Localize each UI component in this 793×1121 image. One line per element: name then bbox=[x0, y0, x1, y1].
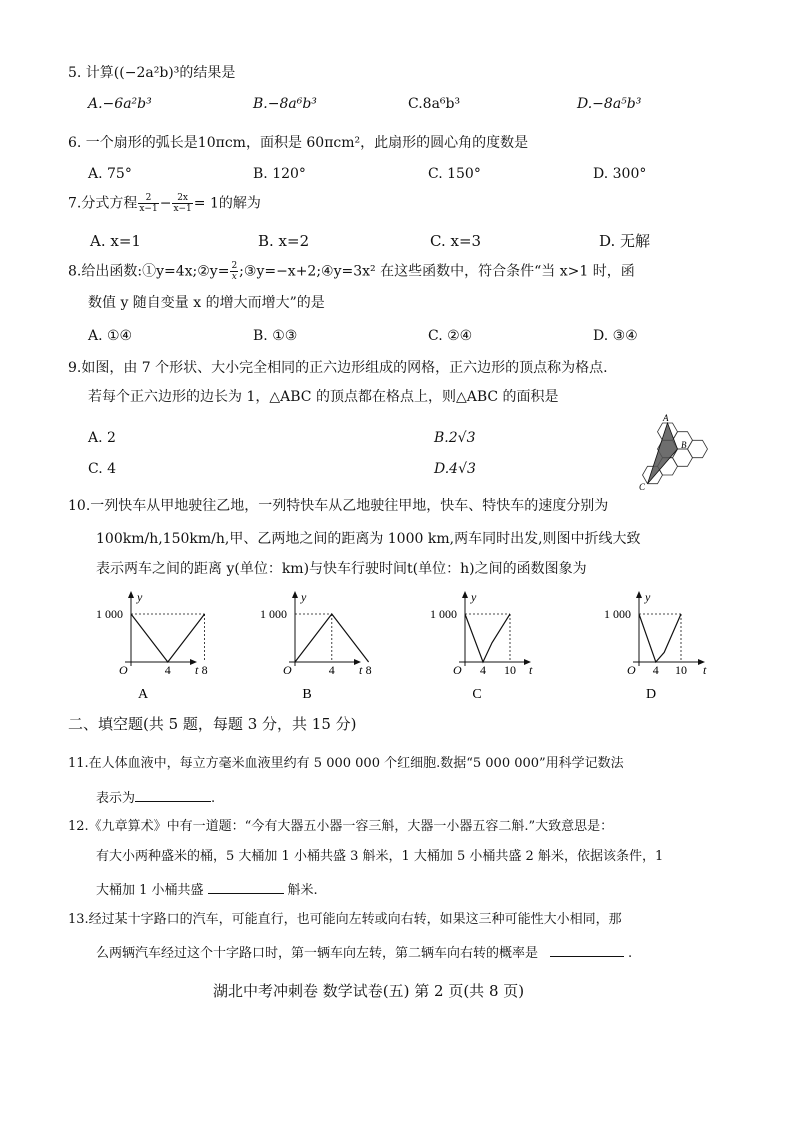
q5-option-b: B.−8a⁶b³ bbox=[253, 96, 317, 112]
q5-option-d: D.−8a⁵b³ bbox=[577, 96, 642, 112]
q9-option-c: C. 4 bbox=[88, 461, 117, 477]
q7-option-d: D. 无解 bbox=[599, 232, 651, 250]
q7-option-b: B. x=2 bbox=[258, 232, 310, 250]
q8-frac-numerator: 2 bbox=[231, 261, 238, 271]
q13-stem-line1: 13.经过某十字路口的汽车，可能直行，也可能向左转或向右转，如果这三种可能性大小相同，那 bbox=[68, 912, 622, 927]
t-axis-label: t bbox=[195, 663, 199, 677]
q13-answer-blank[interactable] bbox=[550, 942, 624, 957]
q7-fraction-2 bbox=[172, 193, 192, 214]
q9-stem-line1: 9.如图，由 7 个形状、大小完全相同的正六边形组成的网格，正六边形的顶点称为格点. bbox=[68, 360, 608, 376]
y-axis-arrow bbox=[128, 591, 134, 598]
q12-stem-line1: 12.《九章算术》中有一道题：“今有大器五小器一容三斛，大器一小器五容二斛.”大致意思是： bbox=[68, 819, 614, 834]
q7-option-c: C. x=3 bbox=[430, 232, 482, 250]
label-a: A bbox=[663, 413, 669, 423]
t-tick-label: 10 bbox=[504, 663, 516, 677]
y-axis-label: y bbox=[301, 590, 307, 604]
label-b: B bbox=[681, 440, 687, 450]
q10-stem-line3: 表示两车之间的距离 y(单位：km)与快车行驶时间t(单位：h)之间的函数图象为 bbox=[96, 561, 587, 577]
q8-option-a: A. ①④ bbox=[88, 328, 133, 344]
q7-frac2-numerator: 2x bbox=[172, 193, 192, 204]
q7-stem bbox=[68, 193, 261, 214]
graph-option-label: B bbox=[302, 687, 312, 702]
t-tick-label: 8 bbox=[201, 663, 208, 677]
q13-line2-suffix: . bbox=[628, 946, 633, 961]
q7-stem-suffix: = 1的解为 bbox=[193, 195, 261, 212]
section-2-title: 二、填空题(共 5 题，每题 3 分，共 15 分) bbox=[68, 715, 357, 733]
q6-stem: 6. 一个扇形的弧长是10πcm，面积是 60πcm²，此扇形的圆心角的度数是 bbox=[68, 135, 529, 151]
q11-answer-blank[interactable] bbox=[135, 787, 211, 802]
q8-fraction bbox=[230, 261, 238, 282]
origin-label: O bbox=[627, 663, 636, 677]
t-axis-label: t bbox=[359, 663, 363, 677]
page-footer: 湖北中考冲刺卷 数学试卷(五) 第 2 页(共 8 页) bbox=[213, 982, 525, 1000]
q7-fraction-1 bbox=[138, 193, 158, 214]
q8-option-b: B. ①③ bbox=[253, 328, 298, 344]
q12-stem-line2: 有大小两种盛米的桶，5 大桶加 1 小桶共盛 3 斛米，1 大桶加 5 小桶共盛 2 斛米，依据该条件，1 bbox=[96, 849, 664, 864]
y-tick-label: 1 000 bbox=[260, 607, 287, 621]
y-axis-arrow bbox=[292, 591, 298, 598]
q10-graphs bbox=[0, 582, 793, 704]
t-tick-label: 4 bbox=[480, 663, 486, 677]
graph-line bbox=[131, 614, 205, 662]
q7-frac1-numerator: 2 bbox=[138, 193, 158, 204]
q8-option-d: D. ③④ bbox=[593, 328, 638, 344]
q9-stem-line2: 若每个正六边形的边长为 1，△ABC 的顶点都在格点上，则△ABC 的面积是 bbox=[88, 389, 559, 405]
y-axis-label: y bbox=[471, 590, 477, 604]
origin-label: O bbox=[119, 663, 128, 677]
graph-d bbox=[604, 590, 707, 702]
t-axis-label: t bbox=[529, 663, 533, 677]
graph-a bbox=[96, 590, 208, 702]
q13-line2-prefix: 么两辆汽车经过这个十字路口时，第一辆车向左转，第二辆车向右转的概率是 bbox=[96, 946, 539, 961]
q5-stem: 5. 计算((−2a²b)³的结果是 bbox=[68, 65, 236, 81]
y-axis-label: y bbox=[645, 590, 651, 604]
t-tick-label: 10 bbox=[675, 663, 687, 677]
q8-stem-line2: 数值 y 随自变量 x 的增大而增大”的是 bbox=[88, 295, 325, 311]
t-tick-label: 4 bbox=[652, 663, 659, 677]
graph-option-label: C bbox=[472, 687, 482, 702]
q6-option-d: D. 300° bbox=[593, 166, 647, 182]
q8-stem-line1 bbox=[68, 261, 635, 282]
hexagon-grid-figure bbox=[634, 412, 714, 492]
q7-frac1-denominator: x−1 bbox=[139, 204, 158, 214]
q12-answer-blank[interactable] bbox=[208, 879, 284, 894]
q6-option-b: B. 120° bbox=[253, 166, 306, 182]
q9-option-d: D.4√3 bbox=[434, 461, 476, 477]
t-tick-label: 4 bbox=[328, 663, 335, 677]
q9-option-a: A. 2 bbox=[88, 430, 116, 446]
y-axis-arrow bbox=[636, 591, 642, 598]
q8-frac-denominator: x bbox=[231, 272, 237, 282]
q10-stem-line2: 100km/h,150km/h,甲、乙两地之间的距离为 1000 km,两车同时出发,则图中折线大致 bbox=[96, 531, 641, 547]
graph-c bbox=[430, 590, 533, 702]
origin-label: O bbox=[453, 663, 462, 677]
q11-line2-suffix: . bbox=[211, 791, 216, 806]
q7-option-a: A. x=1 bbox=[90, 232, 141, 250]
q6-option-c: C. 150° bbox=[428, 166, 481, 182]
q7-stem-prefix: 7.分式方程 bbox=[68, 195, 138, 212]
q12-line3-prefix: 大桶加 1 小桶共盛 bbox=[96, 883, 204, 898]
origin-label: O bbox=[283, 663, 292, 677]
y-axis-label: y bbox=[137, 590, 143, 604]
q5-option-c: C.8a⁶b³ bbox=[408, 96, 461, 112]
q8-stem-prefix: 8.给出函数:①y=4x;②y= bbox=[68, 263, 230, 280]
graph-line bbox=[639, 614, 681, 662]
y-axis-arrow bbox=[462, 591, 468, 598]
q7-minus: − bbox=[159, 195, 172, 212]
q6-option-a: A. 75° bbox=[88, 166, 132, 182]
graph-b bbox=[260, 590, 372, 702]
t-axis-label: t bbox=[703, 663, 707, 677]
q11-stem-line2 bbox=[96, 787, 215, 808]
q13-stem-line2 bbox=[96, 942, 632, 963]
q5-option-a: A.−6a²b³ bbox=[88, 96, 152, 112]
t-tick-label: 8 bbox=[365, 663, 372, 677]
y-tick-label: 1 000 bbox=[430, 607, 457, 621]
graph-option-label: A bbox=[137, 687, 149, 702]
graph-option-label: D bbox=[645, 687, 657, 702]
t-tick-label: 4 bbox=[164, 663, 171, 677]
q11-stem-line1: 11.在人体血液中，每立方毫米血液里约有 5 000 000 个红细胞.数据“5 000 000”用科学记数法 bbox=[68, 756, 624, 771]
q7-frac2-denominator: x−1 bbox=[173, 204, 192, 214]
label-c: C bbox=[639, 482, 646, 492]
y-tick-label: 1 000 bbox=[604, 607, 631, 621]
hexagon bbox=[688, 440, 708, 457]
y-tick-label: 1 000 bbox=[96, 607, 123, 621]
q9-option-b: B.2√3 bbox=[434, 430, 476, 446]
q12-line3-suffix: 斛米. bbox=[287, 883, 318, 898]
graph-line bbox=[465, 614, 510, 662]
q8-stem-suffix: ;③y=−x+2;④y=3x² 在这些函数中，符合条件“当 x>1 时，函 bbox=[239, 263, 635, 280]
q11-line2-prefix: 表示为 bbox=[96, 791, 136, 806]
q8-option-c: C. ②④ bbox=[428, 328, 473, 344]
q10-stem-line1: 10.一列快车从甲地驶往乙地，一列特快车从乙地驶往甲地，快车、特快车的速度分别为 bbox=[68, 498, 609, 514]
q12-stem-line3 bbox=[96, 879, 318, 900]
